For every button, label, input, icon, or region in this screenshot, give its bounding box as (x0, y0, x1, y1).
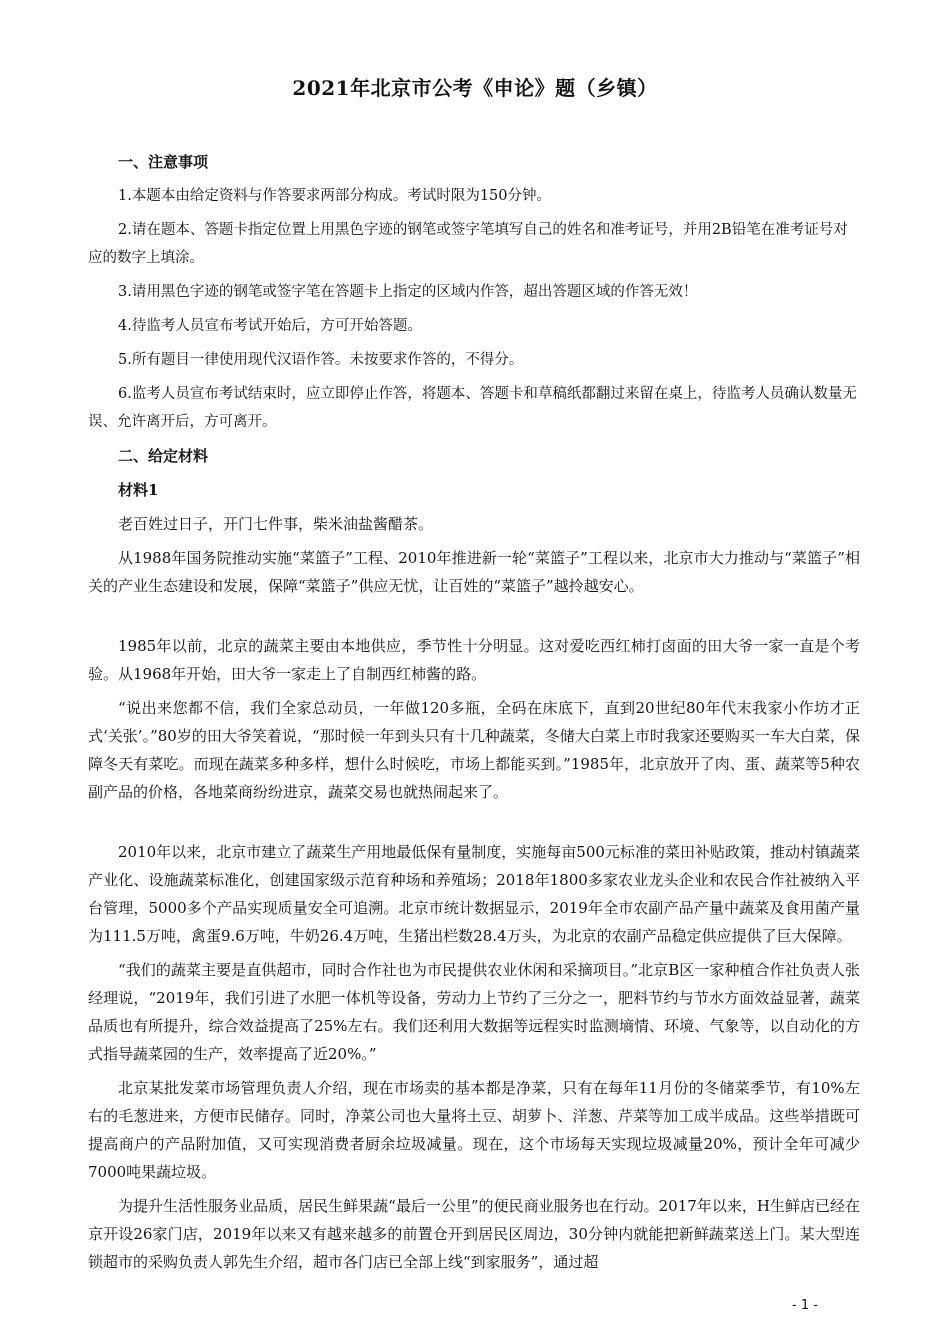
page-title: 2021年北京市公考《申论》题（乡镇） (292, 76, 658, 100)
material-paragraph: 为提升生活性服务业品质，居民生鲜果蔬“最后一公里”的便民商业服务也在行动。2017年以来，H生鲜店已经在京开设26家门店，2019年以来又有越来越多的前置仓开到居民区周边，30分钟内就能把新鲜蔬菜送上门。某大型连锁超市的采购负责人郭先生介绍，超市各门店已全部上线“到家服务”，通过超 (88, 1197, 860, 1271)
page-number: - 1 - (792, 1298, 818, 1313)
material-paragraph: 2010年以来，北京市建立了蔬菜生产用地最低保有量制度，实施每亩500元标准的菜田补贴政策，推动村镇蔬菜产业化、设施蔬菜标准化，创建国家级示范育种场和养殖场；2018年1800多家农业龙头企业和农民合作社被纳入平台管理，5000多个产品实现质量安全可追溯。北京市统计数据显示，2019年全市农副产品产量中蔬菜及食用菌产量为111.5万吨，禽蛋9.6万吨，牛奶26.4万吨，生猪出栏数28.4万头，为北京的农副产品稳定供应提供了巨大保障。 (88, 843, 860, 945)
note-item: 6.监考人员宣布考试结束时，应立即停止作答，将题本、答题卡和草稿纸都翻过来留在桌上，待监考人员确认数量无误、允许离开后，方可离开。 (88, 386, 857, 430)
section-heading-materials: 二、给定材料 (118, 447, 209, 465)
document-body (88, 148, 860, 1282)
material-paragraph: “我们的蔬菜主要是直供超市，同时合作社也为市民提供农业休闲和采摘项目。”北京B区一家种植合作社负责人张经理说，“2019年，我们引进了水肥一体机等设备，劳动力上节约了三分之一，肥料节约与节水方面效益显著，蔬菜品质也有所提升，综合效益提高了25%左右。我们还利用大数据等远程实时监测墒情、环境、气象等，以自动化的方式指导蔬菜园的生产，效率提高了近20%。” (88, 961, 860, 1063)
paragraph-gap (88, 812, 860, 838)
material-paragraph: 1985年以前，北京的蔬菜主要由本地供应，季节性十分明显。这对爱吃西红柿打卤面的田大爷一家一直是个考验。从1968年开始，田大爷一家走上了自制西红柿酱的路。 (88, 637, 860, 683)
material-paragraph: 北京某批发菜市场管理负责人介绍，现在市场卖的基本都是净菜，只有在每年11月份的冬储菜季节，有10%左右的毛葱进来，方便市民储存。同时，净菜公司也大量将土豆、胡萝卜、洋葱、芹菜等加工成半成品。这些举措既可提高商户的产品附加值，又可实现消费者厨余垃圾减量。现在，这个市场每天实现垃圾减量20%，预计全年可减少7000吨果蔬垃圾。 (88, 1079, 860, 1181)
paragraph-gap (88, 606, 860, 632)
material-paragraph: 老百姓过日子，开门七件事，柴米油盐酱醋茶。 (118, 515, 434, 533)
section-heading-notes: 一、注意事项 (118, 153, 209, 171)
note-item: 2.请在题本、答题卡指定位置上用黑色字迹的钢笔或签字笔填写自己的姓名和准考证号，并用2B铅笔在准考证号对应的数字上填涂。 (88, 222, 848, 266)
note-item: 3.请用黑色字迹的钢笔或签字笔在答题卡上指定的区域内作答，超出答题区域的作答无效！ (118, 284, 698, 300)
note-item: 5.所有题目一律使用现代汉语作答。未按要求作答的，不得分。 (118, 352, 524, 368)
material-paragraph: “说出来您都不信，我们全家总动员，一年做120多瓶，全码在床底下，直到20世纪80年代末我家小作坊才正式‘关张’。”80岁的田大爷笑着说，“那时候一年到头只有十几种蔬菜，冬储大白菜上市时我家还要购买一车大白菜，保障冬天有菜吃。而现在蔬菜多种多样，想什么时候吃，市场上都能买到。”1985年，北京放开了肉、蛋、蔬菜等5种农副产品的价格，各地菜商纷纷进京，蔬菜交易也就热闹起来了。 (88, 699, 860, 801)
note-item: 4.待监考人员宣布考试开始后，方可开始答题。 (118, 318, 422, 334)
material-label: 材料1 (118, 481, 159, 499)
note-item: 1.本题本由给定资料与作答要求两部分构成。考试时限为150分钟。 (118, 188, 552, 204)
material-paragraph: 从1988年国务院推动实施“菜篮子”工程、2010年推进新一轮“菜篮子”工程以来，北京市大力推动与“菜篮子”相关的产业生态建设和发展，保障“菜篮子”供应无忧，让百姓的“菜篮子”越拎越安心。 (88, 549, 860, 595)
